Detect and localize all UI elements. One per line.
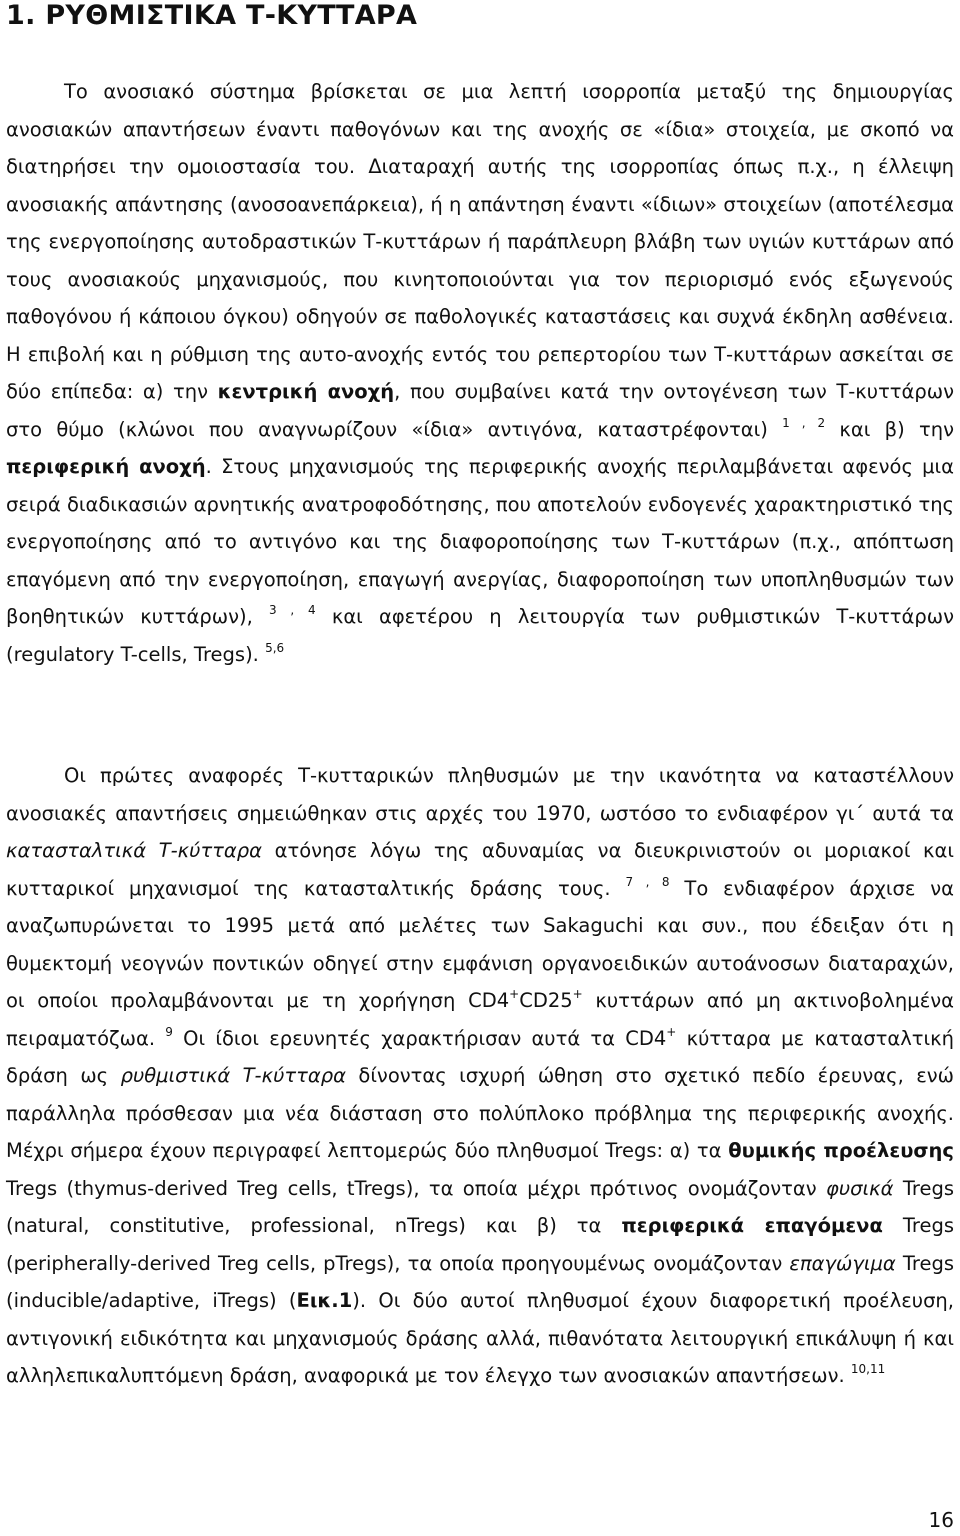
figure-reference: Εικ.1 bbox=[296, 1289, 353, 1312]
text-run: Οι πρώτες αναφορές Τ-κυτταρικών πληθυσμών με την ικανότητα να καταστέλλουν ανοσιακές απαντήσεις σημειώθηκαν στις αρχές του 1970, ωστόσο το ενδιαφέρον γι΄ αυτά τα bbox=[6, 764, 954, 825]
text-run: Οι ίδιοι ερευνητές χαρακτήρισαν αυτά τα CD4 bbox=[172, 1026, 667, 1050]
text-run: κυττάρων από μη ακτινοβολημένα πειραματόζωα. bbox=[6, 989, 954, 1050]
term-thymic-origin: θυμικής προέλευσης bbox=[728, 1139, 954, 1162]
term-peripheral-tolerance: περιφερική ανοχή bbox=[6, 455, 206, 478]
text-run: και β) την bbox=[825, 417, 954, 441]
text-run: Tregs (peripherally-derived Treg cells, pTregs), τα οποία προηγουμένως ονομάζονταν bbox=[6, 1214, 955, 1275]
plus-superscript: + bbox=[572, 987, 583, 1001]
citation-superscript: 5,6 bbox=[265, 640, 285, 655]
citation-superscript: 1 , 2 bbox=[782, 415, 826, 430]
plus-superscript: + bbox=[666, 1024, 677, 1039]
paragraph-1 bbox=[6, 73, 954, 673]
term-natural: φυσικά bbox=[826, 1176, 894, 1200]
text-run: κύτταρα με κατασταλτική δράση ως bbox=[6, 1026, 954, 1087]
term-peripherally-induced: περιφερικά επαγόμενα bbox=[621, 1214, 883, 1237]
citation-superscript: 3 , 4 bbox=[268, 603, 316, 617]
text-run: Tregs (inducible/adaptive, iTregs) ( bbox=[6, 1251, 955, 1312]
term-regulatory-t-cells: ρυθμιστικά Τ-κύτταρα bbox=[120, 1064, 346, 1087]
citation-superscript: 9 bbox=[165, 1024, 173, 1039]
term-central-tolerance: κεντρική ανοχή bbox=[217, 380, 395, 403]
section-heading: 1. ΡΥΘΜΙΣΤΙΚΑ Τ-ΚΥΤΤΑΡΑ bbox=[6, 0, 418, 31]
term-suppressor-t-cells: κατασταλτικά Τ-κύτταρα bbox=[6, 839, 263, 862]
text-run: CD25 bbox=[519, 989, 573, 1012]
citation-superscript: 10,11 bbox=[850, 1362, 886, 1376]
text-run: Το ανοσιακό σύστημα βρίσκεται σε μια λεπτή ισορροπία μεταξύ της δημιουργίας ανοσιακών απαντήσεων έναντι παθογόνων και της ανοχής σε «ίδια» στοιχεία, με σκοπό να διατηρήσει την ομοιοστασία του. Διαταραχή αυτής της ισορροπίας όπως π.χ., η έλλειψη ανοσιακής απάντησης (ανοσοανεπάρκεια), ή η απάντηση έναντι «ίδιων» στοιχείων (αποτέλεσμα της ενεργοποίησης αυτοδραστικών Τ-κυττάρων ή παράπλευρη βλάβη των υγιών κυττάρων από τους ανοσιακούς μηχανισμούς, που κινητοποιούνται για τον περιορισμό ενός εξωγενούς παθογόνου ή κάποιου όγκου) οδηγούν σε παθολογικές καταστάσεις και συχνά έκδηλη ασθένεια. Η επιβολή και η ρύθμιση της αυτο-ανοχής εντός του ρεπερτορίου των Τ-κυττάρων ασκείται σε δύο επίπεδα: α) την bbox=[6, 80, 954, 403]
text-run: ατόνησε λόγω της αδυναμίας να διευκρινιστούν οι μοριακοί και κυτταρικοί μηχανισμοί της κατασταλτικής δράσης τους. bbox=[6, 839, 955, 900]
text-run: . Στους μηχανισμούς της περιφερικής ανοχής περιλαμβάνεται αφενός μια σειρά διαδικασιών αρνητικής ανατροφοδότησης, που αποτελούν ενδογενές χαρακτηριστικό της ενεργοποίησης από το αντιγόνο και της διαφοροποίησης των Τ-κυττάρων (π.χ., απόπτωση επαγόμενη από την ενεργοποίηση, επαγωγή ανεργίας, διαφοροποίηση των υποπληθυσμών των βοηθητικών κυττάρων), bbox=[6, 455, 955, 628]
text-run: Το ενδιαφέρον άρχισε να αναζωπυρώνεται το 1995 μετά από μελέτες των Sakaguchi και συν., που έδειξαν ότι η θυμεκτομή νεογνών ποντικών οδηγεί στην εμφάνιση οργανοειδικών αυτοάνοσων διαταραχών, οι οποίοι προλαμβάνονται με τη χορήγηση CD4 bbox=[6, 876, 955, 1012]
text-run: , που συμβαίνει κατά την οντογένεση των Τ-κυττάρων στο θύμο (κλώνοι που αναγνωρίζουν «ίδια» αντιγόνα, καταστρέφονται) bbox=[6, 380, 955, 441]
paragraph-2 bbox=[6, 757, 954, 1395]
term-inducible: επαγώγιμα bbox=[789, 1251, 896, 1275]
page-number: 16 bbox=[928, 1508, 954, 1532]
plus-superscript: + bbox=[509, 987, 520, 1001]
text-run: και αφετέρου η λειτουργία των ρυθμιστικών Τ-κυττάρων (regulatory T-cells, Tregs). bbox=[6, 605, 954, 666]
citation-superscript: 7 , 8 bbox=[625, 874, 670, 889]
text-run: Tregs (natural, constitutive, professional, nTregs) και β) τα bbox=[6, 1176, 954, 1237]
text-run: δίνοντας ισχυρή ώθηση στο σχετικό πεδίο έρευνας, ενώ παράλληλα πρόσθεσαν μια νέα διάσταση στο πολύπλοκο πρόβλημα της περιφερικής ανοχής. Μέχρι σήμερα έχουν περιγραφεί λεπτομερώς δύο πληθυσμοί Tregs: α) τα bbox=[6, 1064, 954, 1162]
text-run: ). Οι δύο αυτοί πληθυσμοί έχουν διαφορετική προέλευση, αντιγονική ειδικότητα και μηχανισμούς δράσης αλλά, πιθανότατα λειτουργική επικάλυψη ή και αλληλεπικαλυπτόμενη δράση, αναφορικά με τον έλεγχο των ανοσιακών απαντήσεων. bbox=[6, 1289, 954, 1387]
text-run: Tregs (thymus-derived Treg cells, tTregs), τα οποία μέχρι πρότινος ονομάζονταν bbox=[6, 1176, 827, 1200]
